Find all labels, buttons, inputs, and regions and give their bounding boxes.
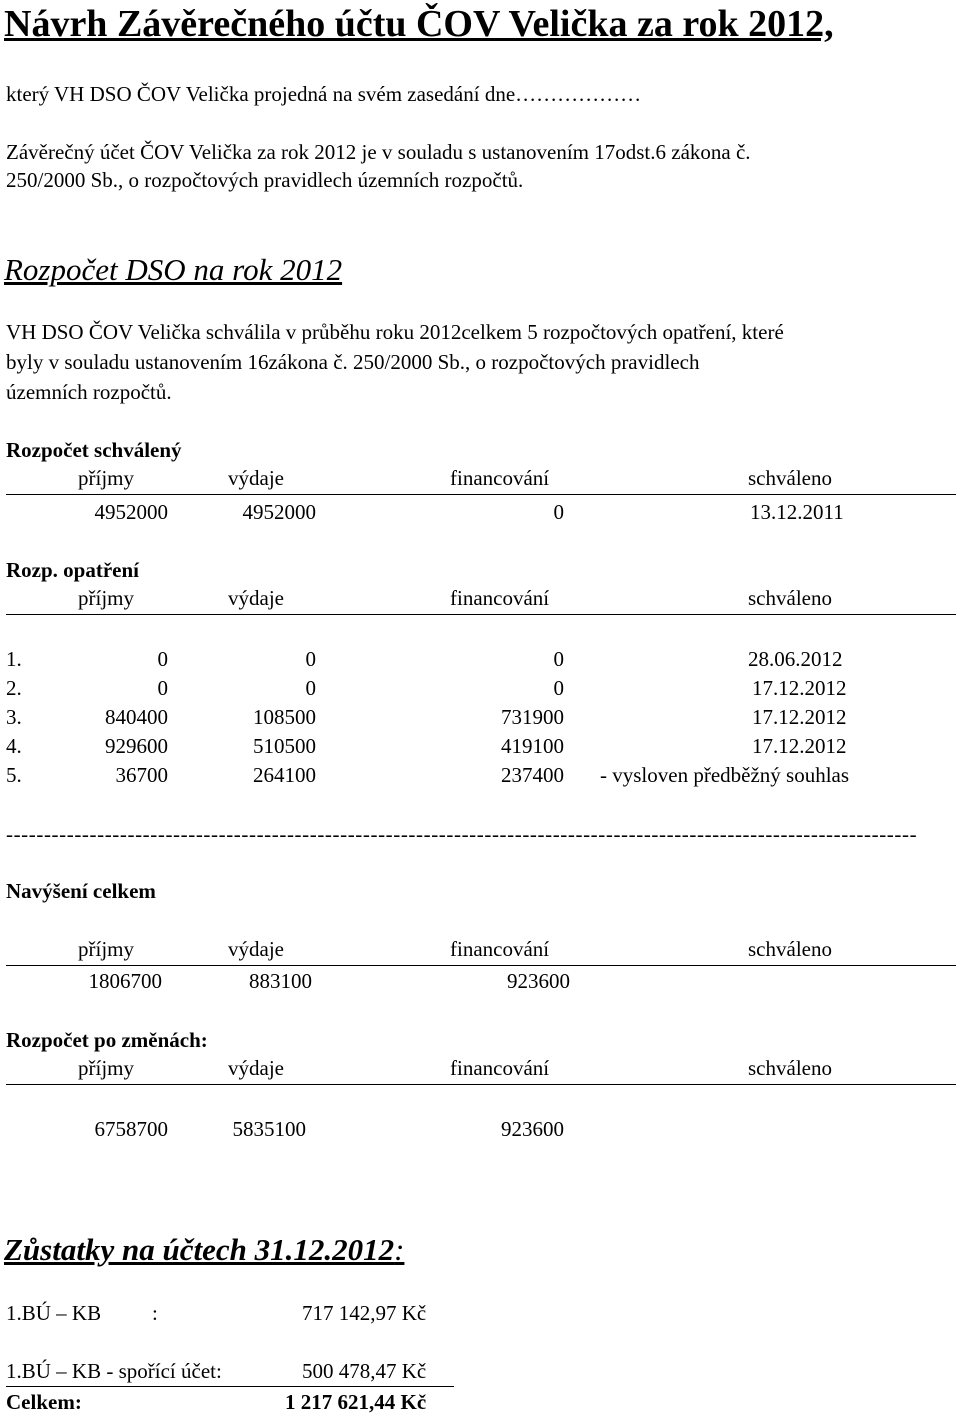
- measure-row-no: 4.: [6, 734, 22, 758]
- measure-row-schvaleno: 17.12.2012: [752, 676, 847, 700]
- measure-row-no: 2.: [6, 676, 22, 700]
- total-label: Celkem:: [6, 1390, 82, 1414]
- col-header-financovani: financování: [450, 1056, 550, 1080]
- measure-row-financovani: 0: [553, 647, 564, 671]
- col-header-vydaje: výdaje: [228, 937, 284, 961]
- col-header-vydaje: výdaje: [228, 586, 284, 610]
- budget-paragraph-line-1: VH DSO ČOV Velička schválila v průběhu roku 2012celkem 5 rozpočtových opatření, které: [6, 320, 784, 344]
- measure-row-vydaje: 108500: [253, 705, 316, 729]
- balance-row-amount: 717 142,97 Kč: [302, 1301, 427, 1325]
- after-changes-prijmy: 6758700: [94, 1117, 168, 1141]
- measure-row-prijmy: 36700: [115, 763, 168, 787]
- col-header-schvaleno: schváleno: [748, 466, 832, 490]
- budget-heading: Rozpočet DSO na rok 2012: [4, 252, 343, 287]
- after-changes-financovani: 923600: [501, 1117, 564, 1141]
- measure-row-financovani: 731900: [501, 705, 564, 729]
- measure-row-prijmy: 0: [157, 676, 168, 700]
- approved-prijmy: 4952000: [94, 500, 168, 524]
- measure-row-no: 5.: [6, 763, 22, 787]
- col-header-schvaleno: schváleno: [748, 586, 832, 610]
- header-rule: [6, 614, 956, 615]
- measures-label: Rozp. opatření: [6, 558, 139, 582]
- approved-vydaje: 4952000: [242, 500, 316, 524]
- compliance-line-1: Závěrečný účet ČOV Velička za rok 2012 je v souladu s ustanovením 17odst.6 zákona č.: [6, 140, 751, 164]
- measure-row-prijmy: 0: [157, 647, 168, 671]
- col-header-vydaje: výdaje: [228, 466, 284, 490]
- measure-row-financovani: 0: [553, 676, 564, 700]
- col-header-prijmy: příjmy: [78, 937, 134, 961]
- measure-row-schvaleno: 17.12.2012: [752, 734, 847, 758]
- after-changes-label: Rozpočet po změnách:: [6, 1028, 208, 1052]
- measure-row-schvaleno: 28.06.2012: [748, 647, 843, 671]
- col-header-vydaje: výdaje: [228, 1056, 284, 1080]
- col-header-prijmy: příjmy: [78, 1056, 134, 1080]
- measure-row-schvaleno: 17.12.2012: [752, 705, 847, 729]
- measure-row-vydaje: 0: [305, 647, 316, 671]
- balance-row-amount: 500 478,47 Kč: [302, 1359, 427, 1383]
- balance-row-separator: :: [152, 1301, 158, 1325]
- increase-financovani: 923600: [507, 969, 570, 993]
- col-header-prijmy: příjmy: [78, 466, 134, 490]
- measure-row-vydaje: 0: [305, 676, 316, 700]
- header-rule: [6, 494, 956, 495]
- balance-row-label: 1.BÚ – KB: [6, 1301, 102, 1325]
- col-header-financovani: financování: [450, 586, 550, 610]
- dashed-separator: ------------------------------------------------------------------------------------------------------------------------: [6, 822, 918, 846]
- header-rule: [6, 965, 956, 966]
- page-title: Návrh Závěrečného účtu ČOV Velička za rok 2012,: [4, 3, 834, 45]
- balance-row-label: 1.BÚ – KB - spořící účet:: [6, 1359, 222, 1383]
- intro-line: který VH DSO ČOV Velička projedná na svém zasedání dne………………: [6, 82, 642, 106]
- total-amount: 1 217 621,44 Kč: [285, 1390, 427, 1414]
- increase-label: Navýšení celkem: [6, 879, 156, 903]
- total-rule: [6, 1386, 454, 1387]
- measure-row-financovani: 419100: [501, 734, 564, 758]
- budget-paragraph-line-2: byly v souladu ustanovením 16zákona č. 250/2000 Sb., o rozpočtových pravidlech: [6, 350, 700, 374]
- col-header-schvaleno: schváleno: [748, 1056, 832, 1080]
- compliance-line-2: 250/2000 Sb., o rozpočtových pravidlech územních rozpočtů.: [6, 168, 524, 192]
- measure-row-prijmy: 929600: [105, 734, 168, 758]
- col-header-schvaleno: schváleno: [748, 937, 832, 961]
- measure-row-no: 3.: [6, 705, 22, 729]
- approved-schvaleno: 13.12.2011: [750, 500, 844, 524]
- balances-heading-text: Zůstatky na účtech 31.12.2012: [4, 1232, 395, 1267]
- measure-row-vydaje: 264100: [253, 763, 316, 787]
- budget-paragraph-line-3: územních rozpočtů.: [6, 380, 172, 404]
- col-header-financovani: financování: [450, 937, 550, 961]
- approved-financovani: 0: [553, 500, 564, 524]
- measure-row-vydaje: 510500: [253, 734, 316, 758]
- measure-row-no: 1.: [6, 647, 22, 671]
- col-header-prijmy: příjmy: [78, 586, 134, 610]
- approved-budget-label: Rozpočet schválený: [6, 438, 182, 462]
- col-header-financovani: financování: [450, 466, 550, 490]
- increase-prijmy: 1806700: [88, 969, 162, 993]
- measure-row-financovani: 237400: [501, 763, 564, 787]
- balances-heading-colon: :: [394, 1232, 405, 1267]
- measure-row-schvaleno: - vysloven předběžný souhlas: [600, 763, 850, 787]
- measure-row-prijmy: 840400: [105, 705, 168, 729]
- balances-heading: [4, 1232, 404, 1268]
- increase-vydaje: 883100: [249, 969, 312, 993]
- after-changes-vydaje: 5835100: [232, 1117, 306, 1141]
- header-rule: [6, 1084, 956, 1085]
